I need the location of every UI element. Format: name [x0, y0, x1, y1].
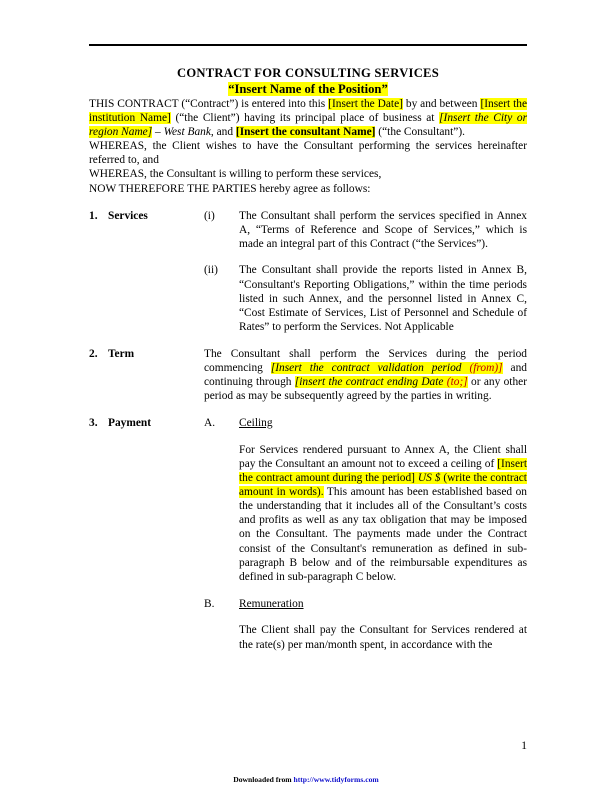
subsection-marker: A. — [204, 417, 216, 430]
subsection-marker: B. — [204, 597, 215, 610]
intro-text-1: THIS CONTRACT (“Contract”) is entered into this — [89, 98, 329, 110]
clause-payment — [89, 416, 527, 430]
validation-period-placeholder: [Insert the contract validation period — [270, 362, 470, 374]
subsection-heading-ceiling: Ceiling — [239, 417, 273, 430]
intro-text-6: (“the Consultant”). — [375, 126, 465, 139]
clause-number: 3. — [89, 417, 98, 430]
ending-date-placeholder: [insert the contract ending Date — [294, 376, 447, 389]
page-title: CONTRACT FOR CONSULTING SERVICES — [177, 66, 439, 80]
currency-label: US $ — [414, 472, 444, 485]
ending-date-to-marker: (to;] — [446, 376, 468, 389]
page-subtitle — [89, 82, 527, 97]
ceiling-text-2: This amount has been established based on the understanding that it includes all of the Consultant’s costs and profits as well as any tax obligation that may be imposed on the Consultant. The payments made under the Contract consist of the Consultant's remuneration as defined in sub-paragraph B below and of the reimbursable expenditures as defined in sub-paragraph C below. — [239, 486, 527, 583]
document-body — [89, 44, 527, 652]
clause-term-text — [204, 347, 527, 403]
contract-amount-placeholder: [Insert the contract amount during the period] — [239, 457, 527, 485]
amount-in-words-placeholder: (write the contract amount in words). — [239, 472, 527, 499]
whereas-paragraph-1: WHEREAS, the Client wishes to have the Consultant performing the services hereinafter referred to, and — [89, 140, 527, 167]
clause-item-text: The Consultant shall provide the reports listed in Annex B, “Consultant's Reporting Obligations,” within the time periods listed in such Annex, and the personnel listed in Annex C, “Cost Estimate of Services, List of Personnel and Schedule of Rates” to perform the Services. Not Applicable — [239, 264, 527, 333]
intro-text-4: – — [152, 126, 164, 139]
clause-item-marker: (i) — [204, 209, 215, 222]
clause-label: Services — [108, 209, 148, 222]
clause-item-marker: (ii) — [204, 264, 218, 277]
consultant-name-placeholder: [Insert the consultant Name] — [235, 126, 376, 139]
footer-attribution — [0, 775, 612, 784]
subsection-ceiling-body-row — [89, 443, 527, 584]
clause-number: 2. — [89, 347, 98, 360]
intro-text-5: , and — [210, 126, 236, 139]
subsection-remuneration-heading-row — [89, 597, 527, 611]
intro-text-3: (“the Client”) having its principal place of business at — [170, 112, 440, 125]
subsection-heading-remuneration: Remuneration — [239, 597, 304, 610]
clause-services-item-ii — [89, 263, 527, 333]
validation-period-from-marker: (from)] — [469, 362, 503, 374]
clause-number: 1. — [89, 209, 98, 222]
page-number: 1 — [521, 740, 527, 752]
footer-prefix: Downloaded from — [233, 775, 294, 784]
term-text-3: or any other period as may be subsequently agreed by the parties in writing. — [204, 376, 527, 403]
term-text-2: and continuing through — [204, 362, 528, 389]
institution-name-placeholder: [Insert the institution Name] — [89, 98, 528, 125]
subsection-ceiling-body — [239, 443, 527, 584]
clause-label: Payment — [108, 417, 152, 430]
intro-text-2: by and between — [402, 98, 481, 110]
clause-item-text: The Consultant shall perform the services specified in Annex A, “Terms of Reference and Scope of Services,” which is made an integral part of this Contract (“the Services”). — [239, 209, 527, 250]
title-block — [89, 66, 527, 97]
subsection-remuneration-body-row — [89, 623, 527, 651]
now-therefore-paragraph: NOW THEREFORE THE PARTIES hereby agree as follows: — [89, 182, 371, 195]
whereas-paragraph-2: WHEREAS, the Consultant is willing to perform these services, — [89, 168, 382, 181]
position-name-placeholder: “Insert Name of the Position” — [228, 82, 388, 96]
ceiling-text-1: For Services rendered pursuant to Annex A, the Client shall pay the Consultant an amount not to exceed a ceiling of — [239, 443, 527, 470]
clause-term — [89, 347, 527, 403]
clause-services — [89, 209, 527, 251]
footer-url-link[interactable]: http://www.tidyforms.com — [293, 775, 379, 784]
west-bank-label: West Bank — [163, 126, 211, 139]
date-placeholder: [Insert the Date] — [328, 98, 403, 110]
city-region-placeholder: [Insert the City or region Name] — [89, 112, 528, 139]
header-divider — [89, 44, 527, 46]
subsection-remuneration-body: The Client shall pay the Consultant for Services rendered at the rate(s) per man/month spent, in accordance with the — [239, 624, 527, 651]
clause-label: Term — [108, 347, 135, 360]
term-text-1: The Consultant shall perform the Services during the period commencing — [204, 347, 527, 374]
intro-paragraph — [89, 97, 527, 139]
